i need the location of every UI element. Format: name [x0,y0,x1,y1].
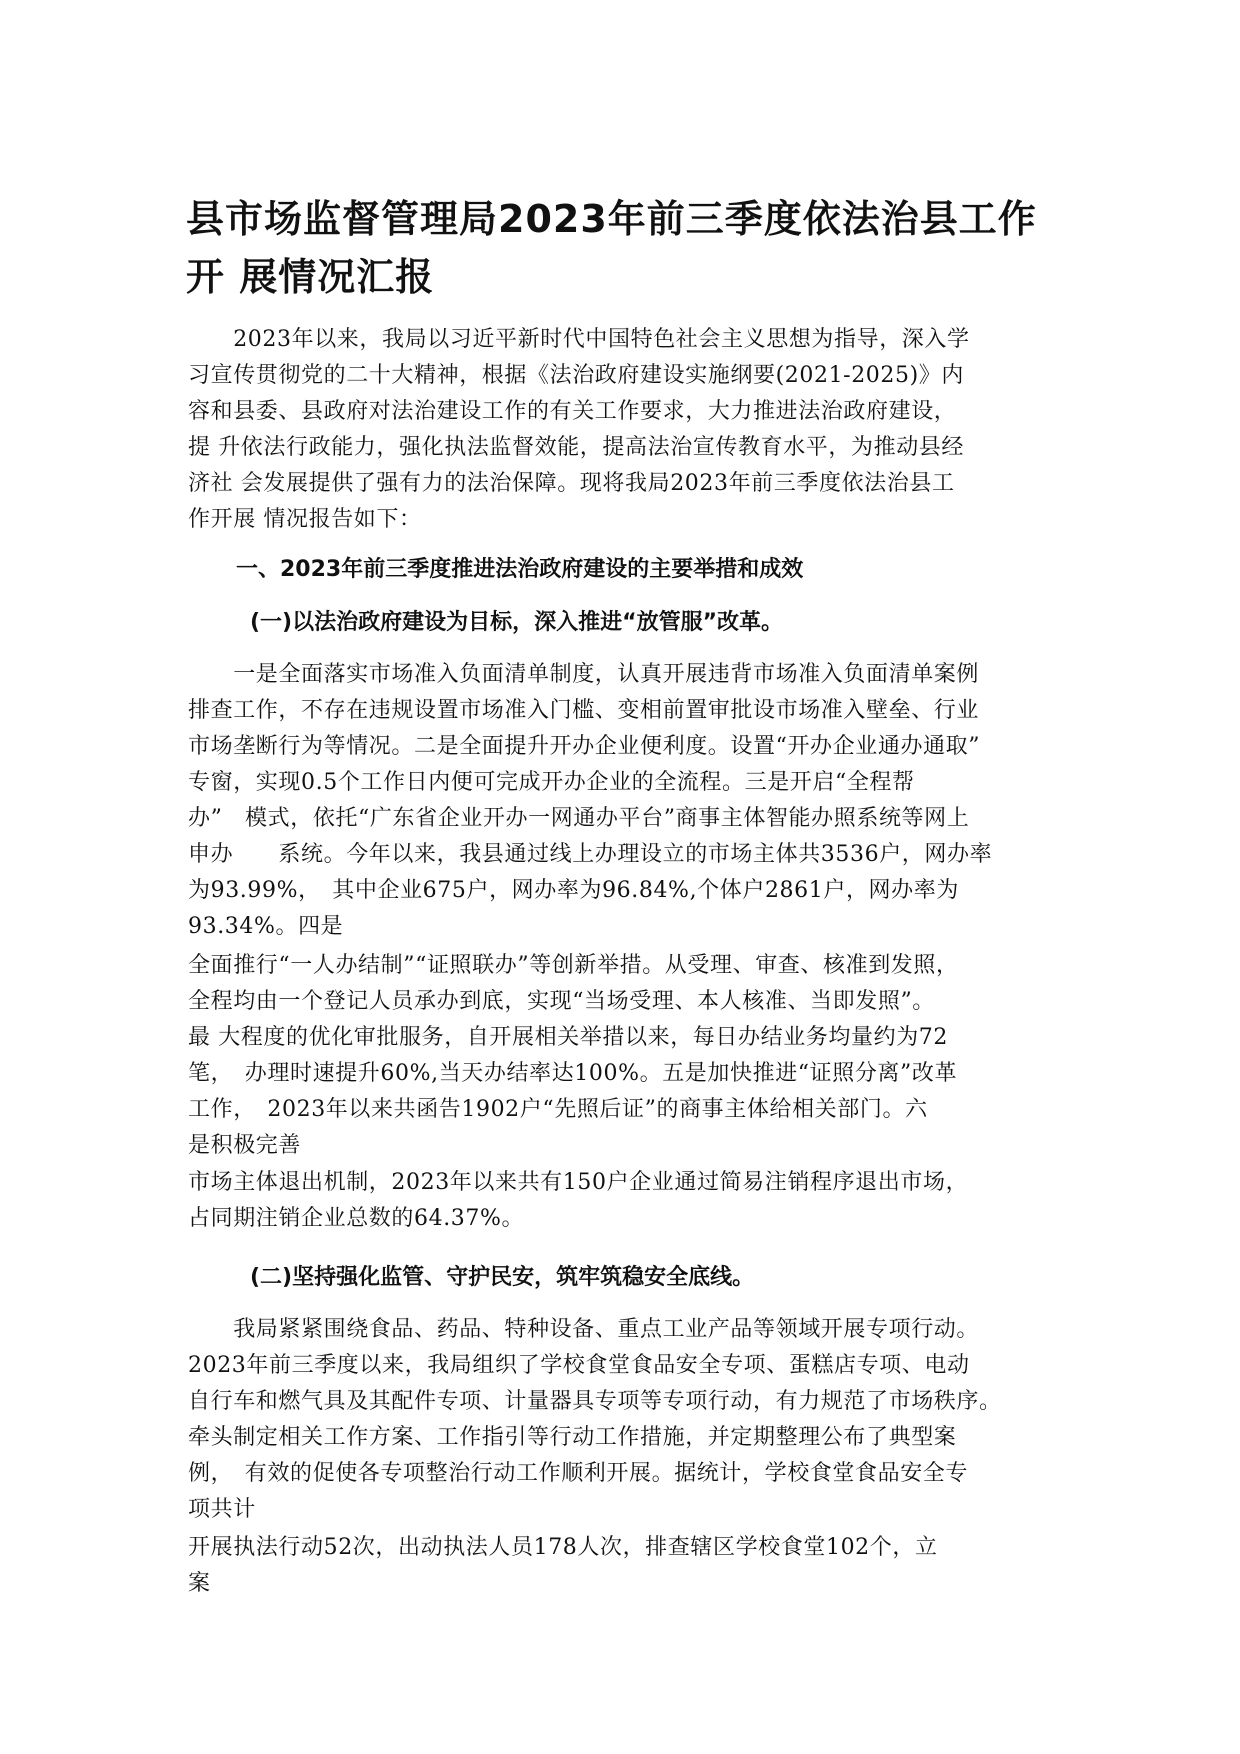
text-line: 开展执法行动52次，出动执法人员178人次，排查辖区学校食堂102个，立 [188,1535,938,1560]
text-line: 提 升依法行政能力，强化执法监督效能，提高法治宣传教育水平，为推动县经 [188,435,964,460]
text-line: 容和县委、县政府对法治建设工作的有关工作要求，大力推进法治政府建设， [188,399,957,424]
text-line: 项共计 [188,1497,256,1522]
text-line: 笔， 办理时速提升60%,当天办结率达100%。五是加快推进“证照分离”改革 [188,1061,958,1086]
text-line: 一是全面落实市场准入负面清单制度，认真开展违背市场准入负面清单案例 [188,662,980,687]
text-line: 全程均由一个登记人员承办到底，实现“当场受理、本人核准、当即发照”。 [188,989,935,1014]
subsection-heading-1: (一)以法治政府建设为目标，深入推进“放管服”改革。 [250,610,784,635]
section-heading-1: 一、2023年前三季度推进法治政府建设的主要举措和成效 [236,557,804,582]
text-line: 排查工作，不存在违规设置市场准入门槛、变相前置审批设市场准入壁垒、行业 [188,698,980,723]
text-line: 作开展 情况报告如下： [188,507,422,532]
text-line: 案 [188,1571,211,1596]
text-line: 93.34%。四是 [188,914,344,939]
text-line: 最 大程度的优化审批服务，自开展相关举措以来，每日办结业务均量约为72 [188,1025,948,1050]
text-line: 自行车和燃气具及其配件专项、计量器具专项等专项行动，有力规范了市场秩序。 [188,1389,1002,1414]
subsection-1-paragraph-b [188,948,1068,1164]
subsection-2-paragraph-b [188,1530,1068,1602]
text-line: 2023年前三季度以来，我局组织了学校食堂食品安全专项、蛋糕店专项、电动 [188,1353,970,1378]
text-line: 济社 会发展提供了强有力的法治保障。现将我局2023年前三季度依法治县工 [188,471,955,496]
text-line: 我局紧紧围绕食品、药品、特种设备、重点工业产品等领域开展专项行动。 [188,1317,980,1342]
subsection-1-paragraph-a [188,657,1068,945]
text-line: 办” 模式，依托“广东省企业开办一网通办平台”商事主体智能办照系统等网上 [188,806,970,831]
text-line: 习宣传贯彻党的二十大精神，根据《法治政府建设实施纲要(2021-2025)》内 [188,363,964,388]
text-line: 牵头制定相关工作方案、工作指引等行动工作措施，并定期整理公布了典型案 [188,1425,957,1450]
text-line: 工作， 2023年以来共函告1902户“先照后证”的商事主体给相关部门。六 [188,1097,928,1122]
text-line: 例， 有效的促使各专项整治行动工作顺利开展。据统计，学校食堂食品安全专 [188,1461,969,1486]
intro-paragraph [188,322,1068,538]
text-line: 2023年以来，我局以习近平新时代中国特色社会主义思想为指导，深入学 [188,327,970,352]
text-line: 全面推行“一人办结制”“证照联办”等创新举措。从受理、审查、核准到发照， [188,953,959,978]
title-line-2: 开 展情况汇报 [186,255,435,299]
text-line: 市场垄断行为等情况。二是全面提升开办企业便利度。设置“开办企业通办通取” [188,734,981,759]
subsection-1-paragraph-c [188,1165,1068,1237]
document-title [186,190,1086,306]
title-line-1: 县市场监督管理局2023年前三季度依法治县工作 [186,197,1037,241]
text-line: 申办 系统。今年以来，我县通过线上办理设立的市场主体共3536户，网办率 [188,842,993,867]
text-line: 占同期注销企业总数的64.37%。 [188,1206,525,1231]
subsection-2-paragraph-a [188,1312,1068,1528]
text-line: 市场主体退出机制，2023年以来共有150户企业通过简易注销程序退出市场， [188,1170,969,1195]
text-line: 是积极完善 [188,1133,302,1158]
subsection-heading-2: (二)坚持强化监管、守护民安，筑牢筑稳安全底线。 [250,1265,755,1290]
text-line: 为93.99%， 其中企业675户，网办率为96.84%,个体户2861户，网办率为 [188,878,959,903]
text-line: 专窗，实现0.5个工作日内便可完成开办企业的全流程。三是开启“全程帮 [188,770,915,795]
